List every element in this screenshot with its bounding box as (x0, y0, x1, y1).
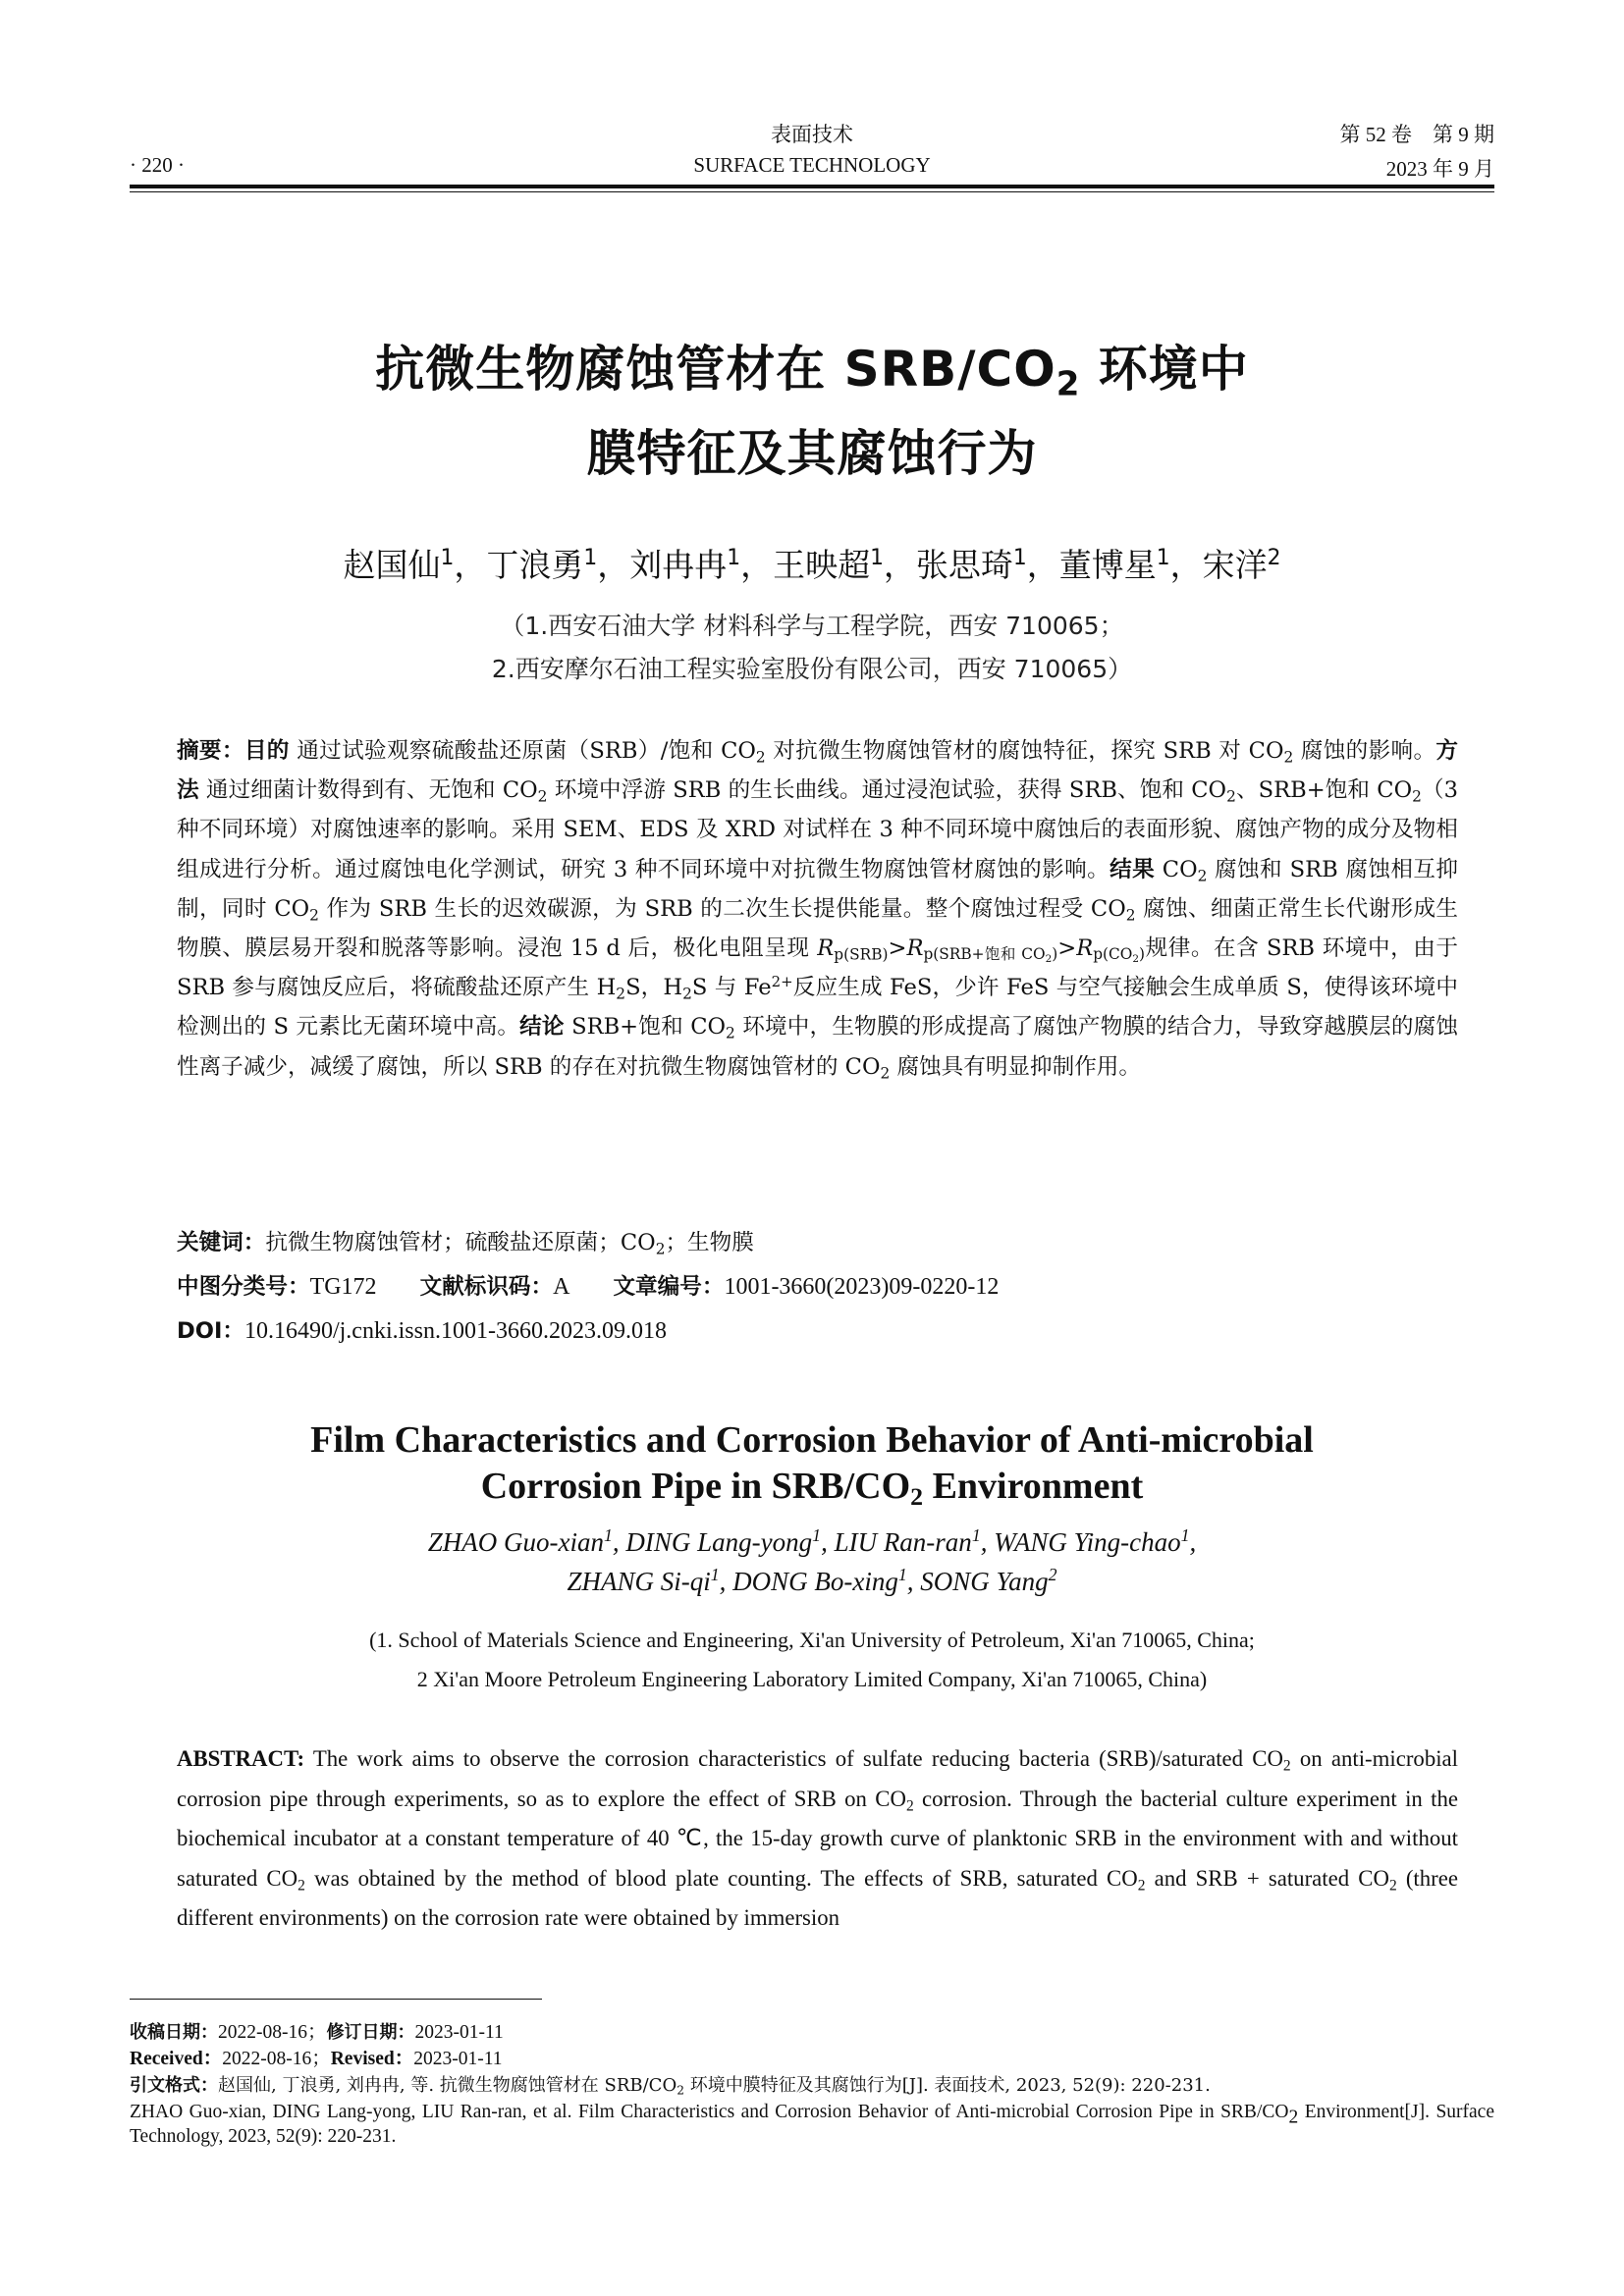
header-rule-thick (130, 185, 1494, 188)
doi: DOI：10.16490/j.cnki.issn.1001-3660.2023.09.018 (177, 1318, 667, 1344)
author-affiliation-mark: 1 (897, 1565, 907, 1585)
author-name: DONG Bo-xing (732, 1567, 898, 1596)
volume-issue: 第 52 卷 第 9 期 (1339, 123, 1494, 146)
author-affiliation-mark: 1 (1180, 1525, 1190, 1546)
author-separator: ， (740, 546, 774, 584)
issue-date: 2023 年 9 月 (1385, 157, 1494, 181)
author-separator: ， (454, 546, 487, 584)
footnote-citation-cn: 引文格式：赵国仙, 丁浪勇, 刘冉冉, 等. 抗微生物腐蚀管材在 SRB/$CO_2$ 环境中膜特征及其腐蚀行为[J]. 表面技术, 2023, 52(9): 220-231. (130, 2075, 1211, 2098)
footnote-citation-en: ZHAO Guo-xian, DING Lang-yong, LIU Ran-ran, et al. Film Characteristics and Corrosion Behavior of Anti-microbial Corrosion Pipe in SRB/$CO_2$ Environment[J]. Surface Technology, 2023, 52(9): 220-231. (130, 2102, 1494, 2147)
journal-name-en: SURFACE TECHNOLOGY (693, 153, 931, 177)
author-separator: , (906, 1567, 921, 1596)
abstract-cn-label: 摘要： (177, 738, 244, 764)
doi-link[interactable]: 10.16490/j.cnki.issn.1001-3660.2023.09.018 (244, 1318, 667, 1344)
affiliation-cn-1: （1.西安石油大学 材料科学与工程学院，西安 710065； (500, 612, 1124, 640)
author-name: 张思琦 (915, 546, 1013, 584)
page-number: · 220 · (130, 153, 185, 177)
footnote-received-en: Received：2022-08-16；Revised：2023-01-11 (130, 2049, 503, 2069)
affiliation-en-2: 2 Xi'an Moore Petroleum Engineering Laboratory Limited Company, Xi'an 710065, China) (416, 1667, 1208, 1691)
author-name: 刘冉冉 (629, 546, 728, 584)
footnote-received-cn: 收稿日期：2022-08-16；修订日期：2023-01-11 (130, 2022, 504, 2043)
keywords-label: 关键词： (177, 1230, 266, 1255)
author-separator: , (612, 1527, 626, 1557)
journal-name-cn: 表面技术 (771, 123, 853, 146)
author-name: 宋洋 (1202, 546, 1268, 584)
author-name: ZHANG Si-qi (567, 1567, 711, 1596)
author-separator: ， (597, 546, 630, 584)
author-affiliation-mark: 1 (971, 1525, 981, 1546)
author-affiliation-mark: 1 (812, 1525, 822, 1546)
author-affiliation-mark: 1 (727, 546, 741, 571)
author-name: LIU Ran-ran (834, 1527, 972, 1557)
author-separator: , (719, 1567, 733, 1596)
author-separator: , (821, 1527, 835, 1557)
author-affiliation-mark: 1 (870, 546, 884, 571)
author-affiliation-mark: 2 (1267, 546, 1281, 571)
authors-en-line1 (130, 1523, 1494, 1561)
header-rule-thin (130, 191, 1494, 192)
title-cn-line2: 膜特征及其腐蚀行为 (586, 425, 1038, 482)
author-affiliation-mark: 1 (604, 1525, 613, 1546)
author-affiliation-mark: 1 (710, 1565, 720, 1585)
author-affiliation-mark: 1 (583, 546, 598, 571)
author-affiliation-mark: 1 (1156, 546, 1170, 571)
author-name: ZHAO Guo-xian (427, 1527, 604, 1557)
title-en-line1: Film Characteristics and Corrosion Behavior of Anti-microbial (310, 1419, 1314, 1461)
footnote-rule (130, 1999, 542, 2000)
author-name: 王映超 (773, 546, 871, 584)
author-name: WANG Ying-chao (994, 1527, 1181, 1557)
author-name: SONG Yang (920, 1567, 1049, 1596)
author-separator: ， (1026, 546, 1059, 584)
author-name: 赵国仙 (343, 546, 441, 584)
abstract-en: ABSTRACT: The work aims to observe the corrosion characteristics of sulfate reducing bacteria (SRB)/saturated $CO_2$ on anti-microbial corrosion pipe through experiments, so as to explore the effect of SRB on $CO_2$ corrosion. Through the bacterial culture experiment in the biochemical incubator at a constant temperature of 40 ℃, the 15-day growth curve of planktonic SRB in the environment with and without saturated $CO_2$ was obtained by the method of blood plate counting. The effects of SRB, saturated $CO_2$ and SRB + saturated $CO_2$ (three different environments) on the corrosion rate were obtained by immersion (177, 1746, 1458, 1931)
classification-line: 中图分类号：TG172 文献标识码：A 文章编号：1001-3660(2023)09-0220-12 (177, 1274, 1000, 1300)
title-cn-line1: 抗微生物腐蚀管材在 SRB/$CO_2$ 环境中 (375, 341, 1249, 404)
author-name: 丁浪勇 (486, 546, 584, 584)
affiliation-en-1: (1. School of Materials Science and Engineering, Xi'an University of Petroleum, Xi'an 710065, China; (369, 1628, 1255, 1652)
abstract-cn: 摘要：目的 通过试验观察硫酸盐还原菌（SRB）/饱和 $CO_2$ 对抗微生物腐蚀管材的腐蚀特征，探究 SRB 对 $CO_2$ 腐蚀的影响。方法 通过细菌计数得到有、无饱和 $CO_2$ 环境中浮游 SRB 的生长曲线。通过浸泡试验，获得 SRB、饱和 $CO_2$、SRB+饱和 $CO_2(3$ 种不同环境）对腐蚀速率的影响。采用 SEM、EDS 及 XRD 对试样在 3 种不同环境中腐蚀后的表面形貌、腐蚀产物的成分及物相组成进行分析。通过腐蚀电化学测试，研究 3 种不同环境中对抗微生物腐蚀管材腐蚀的影响。结果 $CO_2$ 腐蚀和 SRB 腐蚀相互抑制，同时 $CO_2$ 作为 SRB 生长的迟效碳源，为 SRB 的二次生长提供能量。整个腐蚀过程受 $CO_2$ 腐蚀、细菌正常生长代谢形成生物膜、膜层易开裂和脱落等影响。浸泡 15 d 后，极化电阻呈现 $R_{p(SRB)}>R_{p(SRB+饱和 CO_2)}>R_{p(CO_2)}$规律。在含 SRB 环境中，由于 SRB 参与腐蚀反应后，将硫酸盐还原产生 $H_2S$，$H_2S$ 与 $Fe^{2+}$反应生成 FeS，少许 FeS 与空气接触会生成单质 S，使得该环境中检测出的 S 元素比无菌环境中高。结论 SRB+饱和 $CO_2$ 环境中，生物膜的形成提高了腐蚀产物膜的结合力，导致穿越膜层的腐蚀性离子减少，减缓了腐蚀，所以 SRB 的存在对抗微生物腐蚀管材的 $CO_2$ 腐蚀具有明显抑制作用。 (177, 738, 1459, 1082)
authors-en-line2 (130, 1563, 1494, 1600)
authors-cn (130, 540, 1494, 586)
author-name: DING Lang-yong (625, 1527, 813, 1557)
author-affiliation-mark: 1 (440, 546, 455, 571)
author-separator: , (980, 1527, 995, 1557)
author-affiliation-mark: 2 (1048, 1565, 1057, 1585)
abstract-en-label: ABSTRACT: (177, 1746, 305, 1771)
author-separator: ， (883, 546, 916, 584)
title-en-line2: Corrosion Pipe in SRB/$CO_2$ Environment (480, 1466, 1144, 1512)
author-separator: , (1189, 1527, 1197, 1557)
author-separator: ， (1169, 546, 1203, 584)
affiliation-cn-2: 2.西安摩尔石油工程实验室股份有限公司，西安 710065） (491, 655, 1133, 683)
keywords: 关键词：抗微生物腐蚀管材；硫酸盐还原菌；$CO_2$；生物膜 (177, 1230, 754, 1258)
author-name: 董博星 (1058, 546, 1157, 584)
author-affiliation-mark: 1 (1012, 546, 1027, 571)
